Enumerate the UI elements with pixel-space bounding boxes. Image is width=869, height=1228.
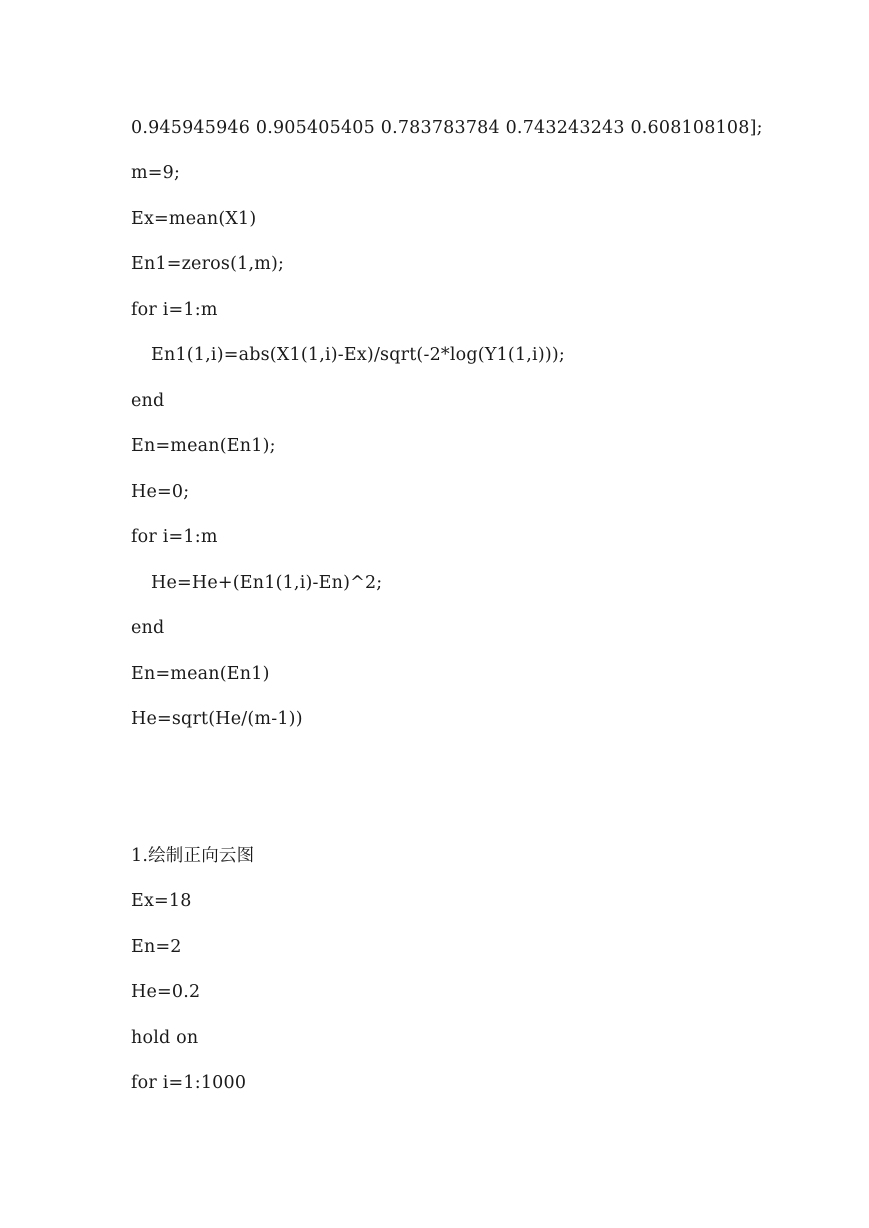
- code-line-he-init: He=0;: [131, 482, 190, 502]
- code-line-m-assign: m=9;: [131, 163, 181, 183]
- code-line-en-mean: En=mean(En1);: [131, 436, 276, 456]
- code-line-hold-on: hold on: [131, 1028, 199, 1048]
- code-line-data-row: 0.945945946 0.905405405 0.783783784 0.743243243 0.608108108];: [131, 118, 763, 138]
- code-line-he-sqrt: He=sqrt(He/(m-1)): [131, 709, 303, 729]
- code-line-en-mean-2: En=mean(En1): [131, 664, 270, 684]
- code-line-for-loop-2: for i=1:m: [131, 527, 218, 547]
- code-line-end: end: [131, 391, 165, 411]
- code-line-en-value: En=2: [131, 937, 182, 957]
- code-line-ex-value: Ex=18: [131, 891, 192, 911]
- code-line-end-2: end: [131, 618, 165, 638]
- code-line-en1-calc: En1(1,i)=abs(X1(1,i)-Ex)/sqrt(-2*log(Y1(1,i)));: [151, 345, 566, 365]
- code-line-ex-mean: Ex=mean(X1): [131, 209, 257, 229]
- code-line-en1-zeros: En1=zeros(1,m);: [131, 254, 285, 274]
- section-heading: 1.绘制正向云图: [131, 846, 255, 866]
- code-line-he-accumulate: He=He+(En1(1,i)-En)^2;: [151, 573, 383, 593]
- code-line-for-loop-3: for i=1:1000: [131, 1073, 247, 1093]
- code-line-for-loop: for i=1:m: [131, 300, 218, 320]
- code-line-he-value: He=0.2: [131, 982, 201, 1002]
